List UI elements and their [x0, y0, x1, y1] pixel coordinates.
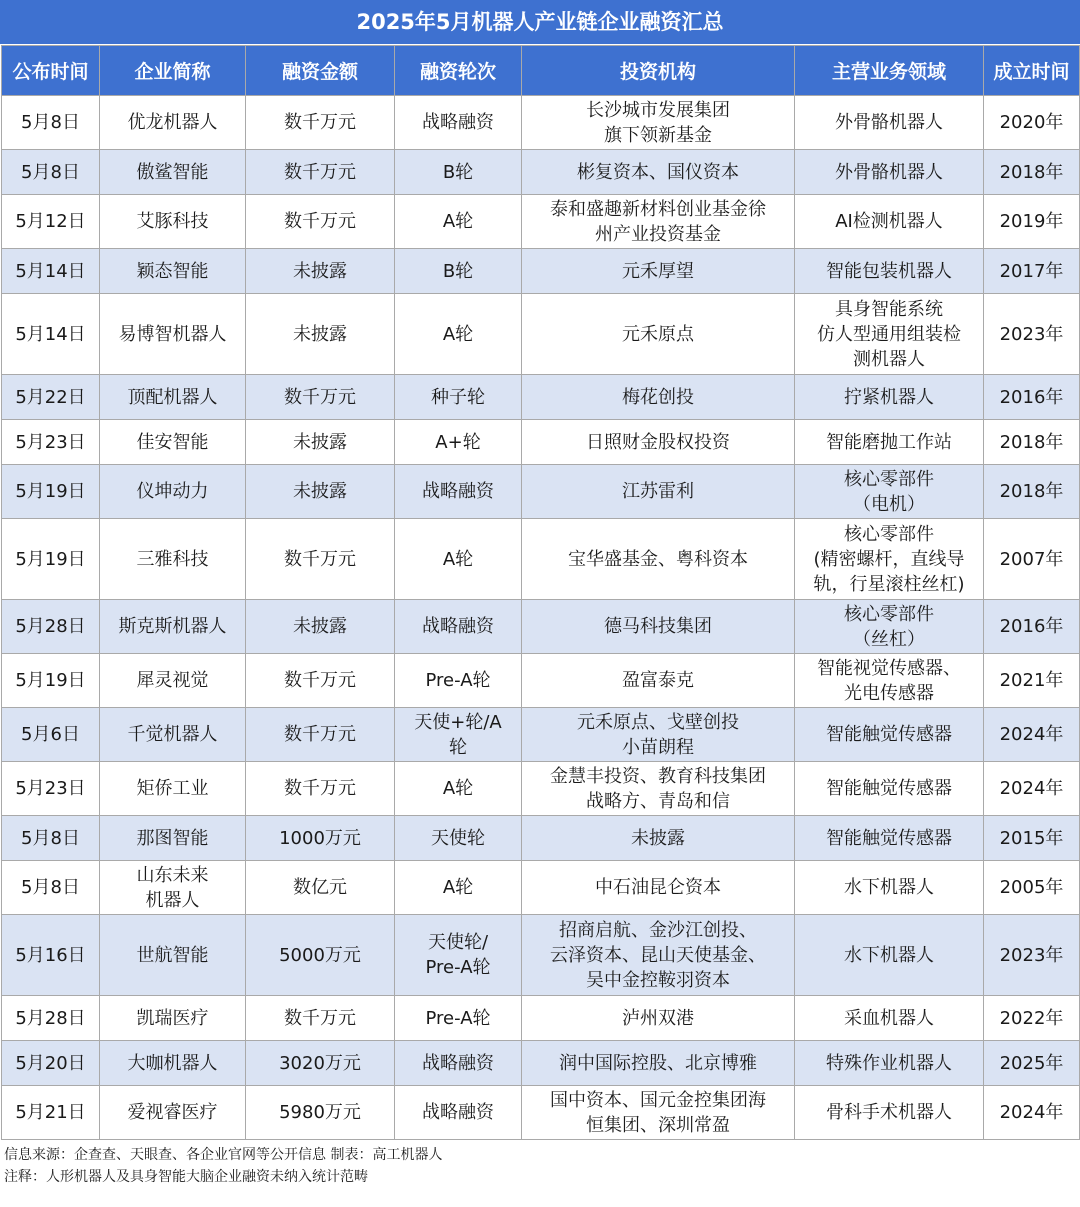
cell-date-text: 5月8日	[21, 827, 80, 849]
cell-founded-text: 2005年	[999, 877, 1064, 898]
cell-amount	[246, 96, 395, 150]
cell-founded	[984, 195, 1080, 249]
financing-table	[1, 45, 1080, 1140]
cell-investors-text: 梅花创投	[622, 386, 694, 408]
cell-amount-text: 3020万元	[279, 1052, 361, 1074]
cell-investors	[522, 654, 795, 708]
cell-round-text: 天使轮/ Pre-A轮	[425, 932, 491, 978]
cell-founded	[984, 708, 1080, 762]
cell-company-text: 艾豚科技	[136, 211, 209, 232]
cell-company	[100, 708, 246, 762]
cell-round-text: A轮	[442, 211, 474, 232]
cell-investors-text: 元禾原点	[622, 323, 694, 345]
cell-investors-text: 德马科技集团	[604, 616, 712, 637]
cell-round	[395, 762, 522, 816]
cell-investors-text: 日照财金股权投资	[586, 431, 730, 453]
cell-founded	[984, 420, 1080, 465]
cell-amount	[246, 1086, 395, 1140]
cell-founded-text: 2016年	[999, 616, 1064, 637]
cell-date	[2, 375, 100, 420]
table-row	[2, 996, 1080, 1041]
cell-round-text: 战略融资	[422, 1052, 494, 1074]
cell-investors-text: 元禾厚望	[622, 260, 694, 282]
cell-company-text: 傲鲨智能	[136, 161, 209, 183]
cell-founded-text: 2018年	[999, 161, 1064, 183]
table-row	[2, 654, 1080, 708]
cell-business-text: 智能触觉传感器	[826, 778, 952, 799]
cell-company	[100, 420, 246, 465]
cell-founded-text: 2017年	[999, 260, 1064, 282]
cell-investors	[522, 96, 795, 150]
cell-founded	[984, 96, 1080, 150]
cell-date-text: 5月22日	[15, 386, 86, 408]
cell-company	[100, 465, 246, 519]
cell-company-text: 顶配机器人	[127, 386, 218, 408]
cell-amount-text: 数千万元	[284, 1007, 356, 1029]
cell-investors-text: 泸州双港	[622, 1007, 694, 1029]
cell-business-text: 水下机器人	[844, 944, 934, 966]
cell-investors	[522, 915, 795, 996]
cell-investors	[522, 1086, 795, 1140]
cell-amount-text: 数千万元	[284, 112, 356, 133]
cell-founded	[984, 150, 1080, 195]
cell-date-text: 5月23日	[15, 778, 86, 799]
cell-company-text: 犀灵视觉	[136, 670, 209, 691]
cell-round	[395, 195, 522, 249]
cell-company-text: 优龙机器人	[127, 112, 218, 133]
cell-founded	[984, 1086, 1080, 1140]
cell-business	[795, 816, 984, 861]
cell-founded-text: 2021年	[999, 670, 1064, 691]
footer-source: 信息来源：企查查、天眼查、各企业官网等公开信息 制表：高工机器人	[4, 1147, 443, 1163]
cell-business	[795, 96, 984, 150]
column-header-founded: 成立时间	[984, 46, 1080, 96]
cell-business	[795, 762, 984, 816]
cell-investors	[522, 150, 795, 195]
cell-date	[2, 996, 100, 1041]
cell-founded	[984, 816, 1080, 861]
table-row	[2, 915, 1080, 996]
cell-company	[100, 816, 246, 861]
cell-company-text: 颖态智能	[136, 260, 209, 282]
cell-business	[795, 465, 984, 519]
cell-round-text: 天使+轮/A 轮	[414, 711, 502, 758]
cell-amount-text: 未披露	[293, 481, 347, 502]
cell-date	[2, 708, 100, 762]
cell-company	[100, 519, 246, 600]
cell-round-text: 战略融资	[422, 112, 494, 133]
cell-date	[2, 519, 100, 600]
cell-round-text: A+轮	[435, 431, 481, 453]
footer-note: 注释：人形机器人及具身智能大脑企业融资未纳入统计范畴	[4, 1169, 368, 1185]
cell-amount	[246, 762, 395, 816]
cell-founded-text: 2024年	[999, 724, 1064, 745]
table-row	[2, 420, 1080, 465]
cell-founded	[984, 465, 1080, 519]
cell-company	[100, 96, 246, 150]
cell-amount	[246, 420, 395, 465]
cell-date-text: 5月12日	[15, 211, 86, 232]
cell-founded	[984, 762, 1080, 816]
cell-investors-text: 金慧丰投资、教育科技集团 战略方、青岛和信	[550, 765, 766, 812]
cell-business-text: 外骨骼机器人	[835, 112, 943, 133]
cell-amount	[246, 816, 395, 861]
table-title: 2025年5月机器人产业链企业融资汇总	[0, 0, 1080, 45]
table-row	[2, 465, 1080, 519]
column-header-round: 融资轮次	[395, 46, 522, 96]
cell-round	[395, 654, 522, 708]
cell-round-text: A轮	[442, 548, 474, 570]
cell-amount	[246, 465, 395, 519]
cell-investors	[522, 816, 795, 861]
table-row	[2, 519, 1080, 600]
cell-investors	[522, 861, 795, 915]
cell-founded	[984, 519, 1080, 600]
cell-company	[100, 1041, 246, 1086]
cell-amount	[246, 915, 395, 996]
cell-amount	[246, 375, 395, 420]
cell-company-text: 斯克斯机器人	[118, 616, 227, 637]
cell-round	[395, 915, 522, 996]
cell-company-text: 三雅科技	[136, 548, 209, 570]
cell-investors	[522, 465, 795, 519]
cell-round-text: A轮	[442, 323, 474, 345]
cell-date-text: 5月19日	[15, 548, 86, 570]
cell-business	[795, 420, 984, 465]
cell-round	[395, 996, 522, 1041]
cell-company-text: 千觉机器人	[127, 724, 218, 745]
cell-founded-text: 2019年	[999, 211, 1064, 232]
cell-amount	[246, 150, 395, 195]
cell-amount-text: 数千万元	[284, 778, 356, 799]
cell-amount	[246, 600, 395, 654]
cell-round-text: Pre-A轮	[425, 1007, 491, 1029]
cell-round	[395, 96, 522, 150]
table-row	[2, 195, 1080, 249]
cell-date-text: 5月28日	[15, 616, 86, 637]
cell-business	[795, 654, 984, 708]
cell-round	[395, 519, 522, 600]
cell-business	[795, 915, 984, 996]
cell-company	[100, 600, 246, 654]
cell-amount	[246, 294, 395, 375]
cell-date-text: 5月8日	[21, 112, 80, 133]
cell-round-text: 战略融资	[422, 1102, 494, 1123]
cell-amount-text: 数千万元	[284, 548, 356, 570]
cell-round	[395, 1086, 522, 1140]
cell-round	[395, 420, 522, 465]
cell-date	[2, 861, 100, 915]
cell-amount	[246, 996, 395, 1041]
cell-date	[2, 150, 100, 195]
cell-business-text: 骨科手术机器人	[826, 1102, 952, 1123]
cell-date	[2, 762, 100, 816]
column-header-amount: 融资金额	[246, 46, 395, 96]
cell-round	[395, 150, 522, 195]
cell-date-text: 5月21日	[15, 1102, 86, 1123]
cell-round-text: Pre-A轮	[425, 670, 491, 691]
cell-amount	[246, 708, 395, 762]
cell-amount-text: 数千万元	[284, 161, 356, 183]
cell-company-text: 大咖机器人	[127, 1052, 218, 1074]
table-row	[2, 294, 1080, 375]
cell-business-text: 拧紧机器人	[844, 386, 934, 408]
cell-date-text: 5月19日	[15, 481, 86, 502]
cell-business	[795, 519, 984, 600]
cell-founded-text: 2023年	[999, 323, 1064, 345]
cell-company	[100, 996, 246, 1041]
cell-investors-text: 宝华盛基金、粤科资本	[568, 548, 748, 570]
cell-investors-text: 盈富泰克	[622, 670, 694, 691]
cell-business	[795, 600, 984, 654]
cell-date	[2, 816, 100, 861]
table-row	[2, 375, 1080, 420]
cell-round-text: 战略融资	[422, 616, 494, 637]
cell-company-text: 山东未来 机器人	[136, 864, 209, 911]
cell-company-text: 仪坤动力	[136, 481, 209, 502]
cell-business-text: 智能磨抛工作站	[826, 431, 952, 453]
cell-company	[100, 861, 246, 915]
cell-company	[100, 294, 246, 375]
cell-investors	[522, 1041, 795, 1086]
cell-round-text: B轮	[442, 260, 474, 282]
cell-business-text: 智能触觉传感器	[826, 724, 952, 745]
cell-amount-text: 数千万元	[284, 386, 356, 408]
cell-investors-text: 江苏雷利	[622, 481, 694, 502]
cell-investors	[522, 249, 795, 294]
cell-founded-text: 2020年	[999, 112, 1064, 133]
cell-company-text: 那图智能	[136, 827, 209, 849]
cell-date-text: 5月8日	[21, 877, 80, 898]
cell-founded	[984, 915, 1080, 996]
cell-amount-text: 数千万元	[284, 724, 356, 745]
cell-company-text: 矩侨工业	[136, 778, 209, 799]
cell-amount-text: 5000万元	[279, 944, 361, 966]
cell-round-text: 种子轮	[431, 386, 485, 408]
cell-founded	[984, 600, 1080, 654]
cell-business-text: 智能视觉传感器、 光电传感器	[817, 657, 961, 704]
cell-investors-text: 元禾原点、戈壁创投 小苗朗程	[577, 711, 739, 758]
cell-founded-text: 2024年	[999, 1102, 1064, 1123]
table-row	[2, 816, 1080, 861]
cell-investors-text: 泰和盛趣新材料创业基金徐 州产业投资基金	[550, 198, 766, 245]
cell-date-text: 5月23日	[15, 431, 86, 453]
column-header-company: 企业简称	[100, 46, 246, 96]
cell-investors	[522, 762, 795, 816]
cell-date	[2, 600, 100, 654]
cell-amount-text: 1000万元	[279, 827, 361, 849]
cell-date	[2, 195, 100, 249]
cell-founded	[984, 294, 1080, 375]
cell-amount	[246, 249, 395, 294]
cell-amount	[246, 1041, 395, 1086]
cell-amount	[246, 861, 395, 915]
cell-round	[395, 861, 522, 915]
cell-date-text: 5月19日	[15, 670, 86, 691]
cell-business	[795, 861, 984, 915]
cell-business-text: 智能触觉传感器	[826, 827, 952, 849]
cell-date	[2, 420, 100, 465]
cell-investors-text: 未披露	[631, 827, 685, 849]
cell-business	[795, 1086, 984, 1140]
cell-company	[100, 762, 246, 816]
cell-date-text: 5月8日	[21, 161, 80, 183]
cell-date	[2, 654, 100, 708]
cell-company	[100, 249, 246, 294]
cell-amount-text: 数亿元	[293, 877, 347, 898]
cell-founded-text: 2015年	[999, 827, 1064, 849]
cell-founded	[984, 375, 1080, 420]
cell-investors	[522, 420, 795, 465]
cell-business	[795, 1041, 984, 1086]
table-body	[2, 96, 1080, 1140]
cell-date	[2, 915, 100, 996]
table-row	[2, 150, 1080, 195]
cell-round	[395, 294, 522, 375]
column-header-business: 主营业务领域	[795, 46, 984, 96]
table-row	[2, 1086, 1080, 1140]
cell-date-text: 5月14日	[15, 323, 86, 345]
cell-business-text: 水下机器人	[844, 877, 934, 898]
table-row	[2, 249, 1080, 294]
cell-round	[395, 816, 522, 861]
cell-company-text: 爱视睿医疗	[127, 1102, 218, 1123]
cell-business-text: AI检测机器人	[835, 211, 943, 232]
cell-date	[2, 465, 100, 519]
cell-round-text: 天使轮	[431, 827, 485, 849]
cell-company	[100, 150, 246, 195]
cell-date	[2, 1041, 100, 1086]
cell-founded-text: 2023年	[999, 944, 1064, 966]
cell-business-text: 具身智能系统 仿人型通用组装检 测机器人	[817, 298, 961, 370]
cell-business	[795, 996, 984, 1041]
cell-amount	[246, 519, 395, 600]
cell-investors-text: 彬复资本、国仪资本	[577, 161, 739, 183]
cell-business-text: 核心零部件 (精密螺杆，直线导 轨，行星滚柱丝杠)	[813, 523, 965, 595]
cell-company-text: 易博智机器人	[118, 323, 227, 345]
table-row	[2, 861, 1080, 915]
table-row	[2, 96, 1080, 150]
cell-round	[395, 600, 522, 654]
cell-round-text: A轮	[442, 778, 474, 799]
cell-founded-text: 2007年	[999, 548, 1064, 570]
cell-amount-text: 未披露	[293, 431, 347, 453]
cell-amount-text: 未披露	[293, 616, 347, 637]
cell-investors	[522, 996, 795, 1041]
cell-investors	[522, 195, 795, 249]
cell-business	[795, 195, 984, 249]
cell-date-text: 5月28日	[15, 1007, 86, 1029]
cell-business	[795, 375, 984, 420]
table-row	[2, 600, 1080, 654]
cell-date-text: 5月16日	[15, 944, 86, 966]
cell-amount-text: 未披露	[293, 260, 347, 282]
cell-date	[2, 1086, 100, 1140]
cell-founded	[984, 249, 1080, 294]
table-row	[2, 708, 1080, 762]
cell-business-text: 智能包装机器人	[826, 260, 952, 282]
cell-date	[2, 249, 100, 294]
cell-business	[795, 150, 984, 195]
cell-investors-text: 长沙城市发展集团 旗下领新基金	[586, 99, 730, 146]
cell-business-text: 核心零部件 （电机）	[844, 468, 934, 515]
cell-company	[100, 915, 246, 996]
cell-business-text: 采血机器人	[844, 1007, 934, 1029]
cell-round	[395, 375, 522, 420]
cell-company	[100, 195, 246, 249]
cell-investors	[522, 294, 795, 375]
cell-round	[395, 1041, 522, 1086]
cell-founded	[984, 1041, 1080, 1086]
cell-investors-text: 中石油昆仑资本	[595, 877, 721, 898]
cell-founded	[984, 861, 1080, 915]
cell-round	[395, 249, 522, 294]
table-row	[2, 762, 1080, 816]
cell-investors	[522, 375, 795, 420]
cell-date	[2, 96, 100, 150]
footer	[0, 1140, 1080, 1188]
cell-investors-text: 润中国际控股、北京博雅	[559, 1052, 757, 1074]
cell-business-text: 外骨骼机器人	[835, 161, 943, 183]
column-header-date: 公布时间	[2, 46, 100, 96]
cell-founded	[984, 996, 1080, 1041]
cell-business-text: 核心零部件 （丝杠）	[844, 603, 934, 650]
cell-amount-text: 数千万元	[284, 211, 356, 232]
cell-founded-text: 2018年	[999, 481, 1064, 502]
cell-business	[795, 294, 984, 375]
cell-company-text: 佳安智能	[136, 431, 209, 453]
cell-business	[795, 249, 984, 294]
header-row	[2, 46, 1080, 96]
cell-founded-text: 2018年	[999, 431, 1064, 453]
cell-company	[100, 654, 246, 708]
cell-investors	[522, 708, 795, 762]
table-row	[2, 1041, 1080, 1086]
cell-company-text: 凯瑞医疗	[136, 1007, 209, 1029]
cell-amount	[246, 195, 395, 249]
cell-founded	[984, 654, 1080, 708]
cell-amount-text: 未披露	[293, 323, 347, 345]
cell-round	[395, 708, 522, 762]
cell-date-text: 5月6日	[21, 724, 80, 745]
cell-date-text: 5月20日	[15, 1052, 86, 1074]
cell-founded-text: 2022年	[999, 1007, 1064, 1029]
cell-company-text: 世航智能	[136, 944, 209, 966]
column-header-investors: 投资机构	[522, 46, 795, 96]
cell-amount-text: 5980万元	[279, 1102, 361, 1123]
cell-investors	[522, 600, 795, 654]
cell-round-text: 战略融资	[422, 481, 494, 502]
cell-founded-text: 2016年	[999, 386, 1064, 408]
cell-business	[795, 708, 984, 762]
cell-amount-text: 数千万元	[284, 670, 356, 691]
cell-date	[2, 294, 100, 375]
cell-round	[395, 465, 522, 519]
cell-amount	[246, 654, 395, 708]
cell-date-text: 5月14日	[15, 260, 86, 282]
cell-company	[100, 375, 246, 420]
cell-founded-text: 2025年	[999, 1052, 1064, 1074]
cell-investors	[522, 519, 795, 600]
cell-company	[100, 1086, 246, 1140]
cell-round-text: A轮	[442, 877, 474, 898]
cell-business-text: 特殊作业机器人	[826, 1052, 952, 1074]
cell-founded-text: 2024年	[999, 778, 1064, 799]
cell-round-text: B轮	[442, 161, 474, 183]
cell-investors-text: 招商启航、金沙江创投、 云泽资本、昆山天使基金、 吴中金控鞍羽资本	[550, 919, 766, 991]
cell-investors-text: 国中资本、国元金控集团海 恒集团、深圳常盈	[550, 1089, 766, 1136]
